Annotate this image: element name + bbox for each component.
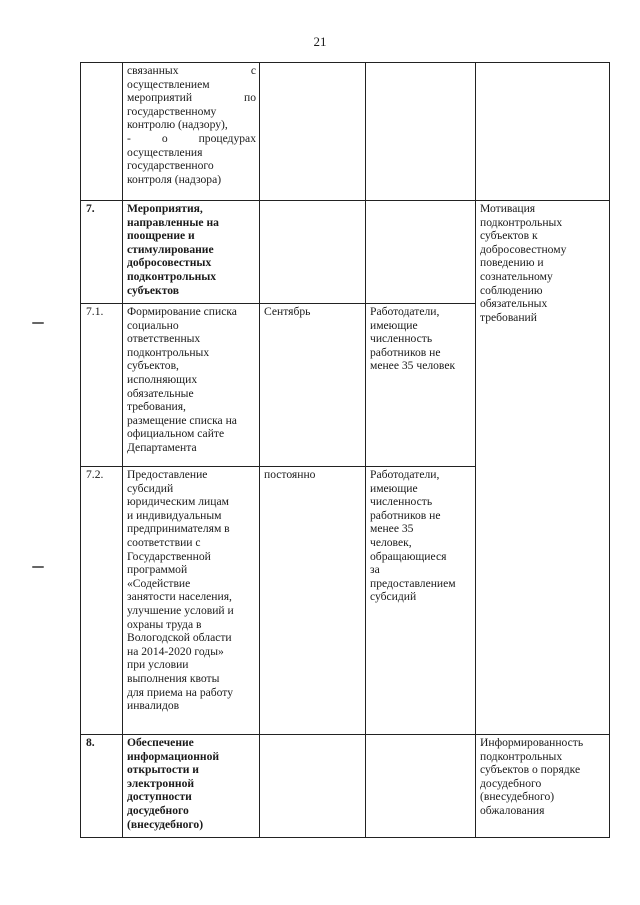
text-line: Государственной (127, 549, 211, 563)
text-line: контролю (надзору), (127, 118, 228, 132)
text-line: Формирование списка (127, 305, 237, 318)
cell-term (260, 63, 366, 201)
text-line: улучшение условий и (127, 603, 234, 617)
text-line: поведению и (480, 256, 544, 270)
text-line: добросовестному (480, 242, 567, 256)
cell-target (366, 201, 476, 304)
text-line: обязательных (480, 297, 548, 311)
margin-scan-mark (32, 566, 44, 568)
text-line: субсидий (127, 481, 174, 495)
cell-target (366, 735, 476, 838)
text-line: программой (127, 563, 188, 577)
text-line: подконтрольных (127, 345, 210, 359)
text-line: открытости и (127, 763, 199, 777)
text-line: ответственных (127, 332, 201, 346)
text-line: инвалидов (127, 699, 180, 713)
text-line: численность (370, 332, 433, 346)
text-line: Работодатели, (370, 468, 440, 481)
text-line: работников не (370, 508, 441, 522)
text-line: при условии (127, 658, 189, 672)
text-line: стимулирование (127, 242, 214, 256)
cell-measure (123, 304, 260, 467)
text-line: информационной (127, 749, 220, 763)
text-line: Работодатели, (370, 305, 440, 318)
text-line: соответствии с (127, 535, 201, 549)
cell-expected-result (476, 201, 610, 735)
text-line: предоставлением (370, 576, 456, 590)
text-line: соблюдению (480, 283, 543, 297)
cell-target (366, 467, 476, 735)
text-line: «Содействие (127, 576, 191, 590)
cell-expected-result (476, 735, 610, 838)
text-line: и индивидуальным (127, 508, 222, 522)
table-row-8 (81, 735, 610, 838)
cell-measure-continued (123, 63, 260, 201)
text-line: официальном сайте (127, 427, 225, 441)
text-line: социально (127, 318, 179, 332)
text-line: Обеспечение (127, 736, 194, 749)
text-line: Департамента (127, 440, 197, 454)
table-row-7 (81, 201, 610, 304)
text-line: (внесудебного) (127, 817, 204, 831)
text-line: связанных с (127, 64, 256, 77)
text-line: имеющие (370, 318, 418, 332)
text-line: предпринимателям в (127, 522, 230, 536)
text-line: имеющие (370, 481, 418, 495)
cell-term: Сентябрь (260, 304, 366, 467)
text-line: электронной (127, 776, 195, 790)
text-line: человек, (370, 535, 412, 549)
cell-term (260, 201, 366, 304)
cell-target (366, 63, 476, 201)
text-line: требования, (127, 400, 186, 414)
margin-scan-mark (32, 322, 44, 324)
text-line: сознательному (480, 269, 553, 283)
cell-result (476, 63, 610, 201)
text-line: субсидий (370, 590, 417, 604)
table-row-continued (81, 63, 610, 201)
cell-term (260, 735, 366, 838)
text-line: Мероприятия, (127, 202, 203, 215)
text-line: подконтрольных (480, 215, 563, 229)
text-line: Вологодской области (127, 631, 232, 645)
cell-term: постоянно (260, 467, 366, 735)
row-number: 7. (81, 201, 123, 304)
text-line: государственному (127, 104, 217, 118)
row-number: 8. (81, 735, 123, 838)
text-line: работников не (370, 345, 441, 359)
section-title (123, 735, 260, 838)
text-line: субъектов, (127, 359, 179, 373)
text-line: обращающиеся (370, 549, 447, 563)
text-line: для приема на работу (127, 685, 234, 699)
text-line: - о процедурах (127, 131, 256, 145)
text-line: подконтрольных (480, 749, 563, 763)
text-line: менее 35 человек (370, 359, 456, 373)
measures-table (80, 62, 610, 838)
text-line: на 2014-2020 годы» (127, 644, 224, 658)
text-line: субъектов о порядке (480, 763, 581, 777)
text-line: (внесудебного) (480, 790, 555, 804)
text-line: Мотивация (480, 202, 536, 215)
section-title (123, 201, 260, 304)
text-line: поощрение и (127, 229, 195, 243)
text-line: государственного (127, 159, 214, 173)
text-line: субъектов (127, 283, 180, 297)
text-line: направленные на (127, 215, 219, 229)
text-line: менее 35 (370, 522, 414, 536)
text-line: подконтрольных (127, 269, 217, 283)
cell-num (81, 63, 123, 201)
text-line: контроля (надзора) (127, 172, 222, 186)
text-line: досудебного (480, 776, 542, 790)
text-line: выполнения квоты (127, 671, 220, 685)
text-line: Предоставление (127, 468, 208, 481)
text-line: требований (480, 310, 537, 324)
text-line: досудебного (127, 803, 189, 817)
text-line: размещение списка на (127, 413, 237, 427)
text-line: осуществления (127, 145, 203, 159)
text-line: добросовестных (127, 256, 212, 270)
cell-target (366, 304, 476, 467)
row-number: 7.1. (81, 304, 123, 467)
text-line: доступности (127, 790, 192, 804)
text-line: исполняющих (127, 372, 198, 386)
text-line: обжалования (480, 803, 545, 817)
text-line: охраны труда в (127, 617, 202, 631)
text-line: Информированность (480, 736, 584, 749)
cell-measure (123, 467, 260, 735)
text-line: численность (370, 495, 433, 509)
text-line: занятости населения, (127, 590, 232, 604)
text-line: субъектов к (480, 229, 538, 243)
page-number: 21 (313, 34, 327, 49)
text-line: мероприятий по (127, 91, 256, 105)
row-number: 7.2. (81, 467, 123, 735)
text-line: юридическим лицам (127, 495, 229, 509)
text-line: осуществлением (127, 77, 210, 91)
text-line: за (370, 563, 380, 577)
text-line: обязательные (127, 386, 194, 400)
